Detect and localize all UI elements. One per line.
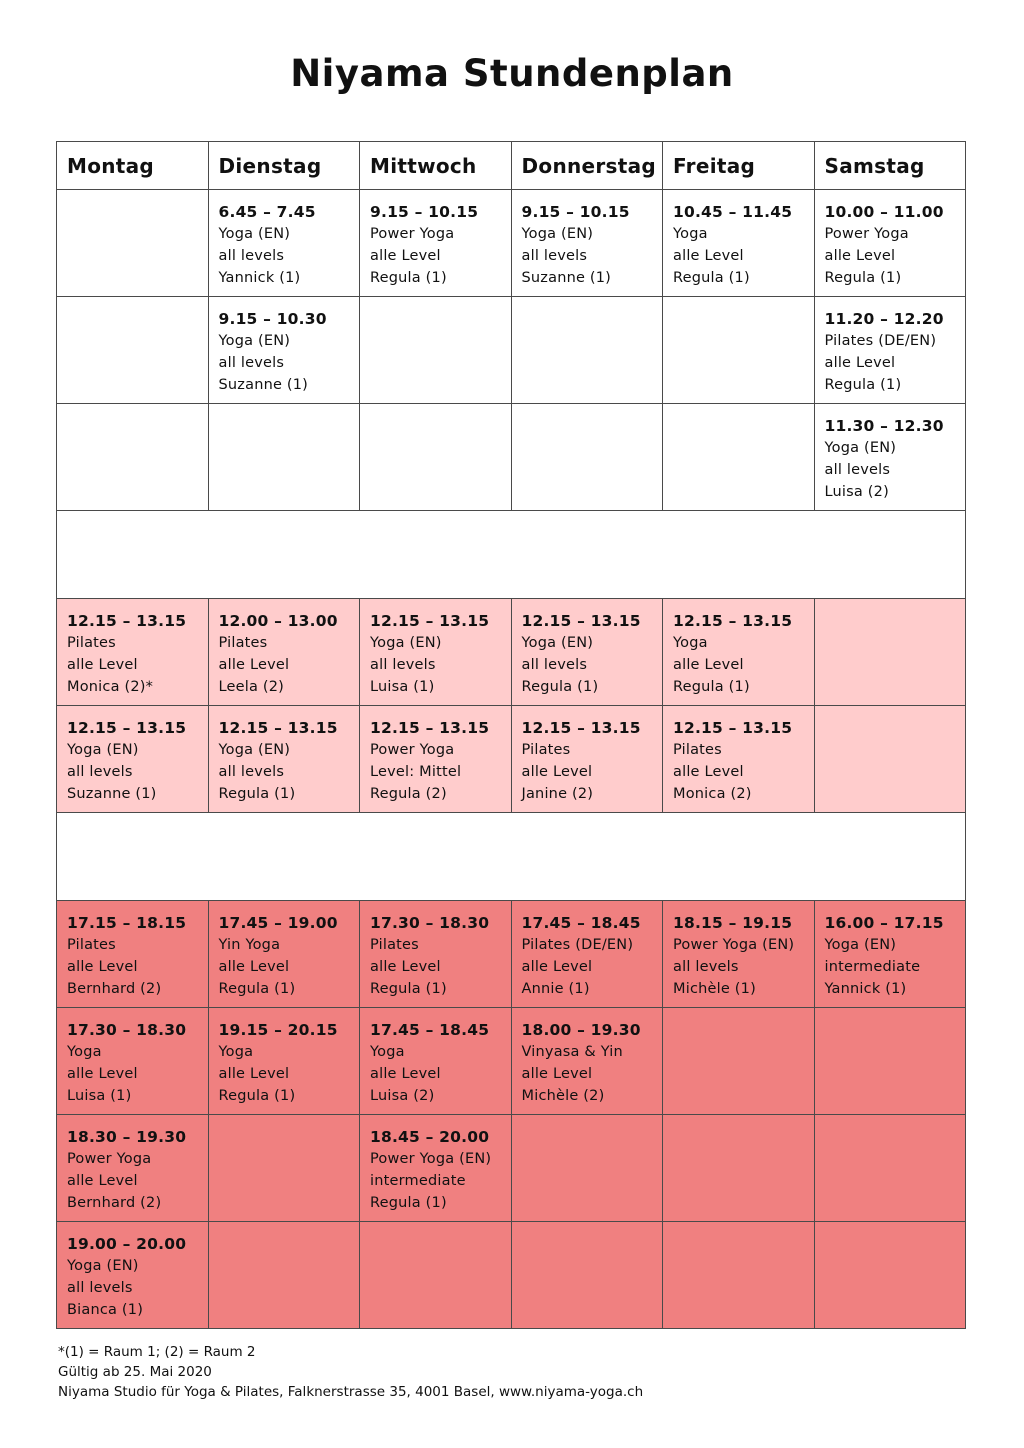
class-cell xyxy=(208,190,360,297)
footer xyxy=(58,1342,643,1402)
day-header-montag: Montag xyxy=(57,142,209,190)
empty-cell xyxy=(360,404,512,511)
class-time: 10.00 – 11.00 xyxy=(824,203,944,221)
class-name: Pilates (DE/EN) xyxy=(824,333,937,349)
class-time: 12.00 – 13.00 xyxy=(218,612,338,630)
empty-cell xyxy=(360,1222,512,1329)
empty-cell xyxy=(511,404,663,511)
class-name: Pilates (DE/EN) xyxy=(521,937,634,953)
day-header-mittwoch: Mittwoch xyxy=(360,142,512,190)
class-cell xyxy=(57,901,209,1008)
class-teacher: Luisa (2) xyxy=(370,1088,435,1104)
class-level: intermediate xyxy=(824,959,921,975)
class-level: alle Level xyxy=(67,1066,138,1082)
class-teacher: Luisa (1) xyxy=(67,1088,132,1104)
class-level: alle Level xyxy=(521,959,593,975)
class-cell xyxy=(814,190,966,297)
class-time: 17.45 – 18.45 xyxy=(370,1021,490,1039)
empty-cell xyxy=(511,297,663,404)
class-teacher: Regula (1) xyxy=(824,377,902,393)
class-level: all levels xyxy=(67,764,133,780)
class-time: 17.30 – 18.30 xyxy=(370,914,490,932)
class-time: 19.15 – 20.15 xyxy=(218,1021,338,1039)
class-time: 6.45 – 7.45 xyxy=(218,203,316,221)
class-time: 9.15 – 10.15 xyxy=(370,203,479,221)
class-level: alle Level xyxy=(521,1066,593,1082)
class-teacher: Regula (1) xyxy=(824,270,902,286)
class-level: alle Level xyxy=(824,248,896,264)
class-time: 16.00 – 17.15 xyxy=(824,914,944,932)
class-name: Pilates xyxy=(218,635,268,651)
class-cell xyxy=(360,1008,512,1115)
empty-cell xyxy=(814,706,966,813)
day-header-samstag: Samstag xyxy=(814,142,966,190)
class-name: Pilates xyxy=(370,937,419,953)
class-level: alle Level xyxy=(370,959,441,975)
class-cell xyxy=(814,901,966,1008)
class-cell xyxy=(208,599,360,706)
class-name: Yoga xyxy=(218,1044,254,1060)
class-level: all levels xyxy=(67,1280,133,1296)
class-time: 12.15 – 13.15 xyxy=(67,612,187,630)
time-slot-row xyxy=(57,297,966,404)
class-level: all levels xyxy=(218,355,285,371)
class-cell xyxy=(360,706,512,813)
class-teacher: Regula (1) xyxy=(370,270,447,286)
class-teacher: Bernhard (2) xyxy=(67,1195,162,1211)
class-teacher: Michèle (1) xyxy=(673,981,756,997)
class-name: Yoga (EN) xyxy=(824,440,897,456)
class-level: all levels xyxy=(218,764,285,780)
class-cell xyxy=(57,599,209,706)
class-teacher: Yannick (1) xyxy=(824,981,907,997)
class-teacher: Annie (1) xyxy=(521,981,590,997)
class-name: Yoga xyxy=(370,1044,405,1060)
class-time: 11.30 – 12.30 xyxy=(824,417,944,435)
empty-cell xyxy=(360,297,512,404)
class-cell xyxy=(511,1008,663,1115)
class-level: alle Level xyxy=(370,1066,441,1082)
class-name: Power Yoga xyxy=(824,226,909,242)
empty-cell xyxy=(663,1115,815,1222)
class-level: alle Level xyxy=(218,1066,290,1082)
time-slot-row xyxy=(57,1008,966,1115)
room-legend: *(1) = Raum 1; (2) = Raum 2 xyxy=(58,1344,256,1360)
class-teacher: Yannick (1) xyxy=(218,270,301,286)
class-time: 17.30 – 18.30 xyxy=(67,1021,187,1039)
class-time: 12.15 – 13.15 xyxy=(673,719,793,737)
class-name: Yoga (EN) xyxy=(218,333,291,349)
empty-cell xyxy=(57,404,209,511)
day-header-dienstag: Dienstag xyxy=(208,142,360,190)
empty-cell xyxy=(814,1008,966,1115)
class-cell xyxy=(663,706,815,813)
class-teacher: Luisa (1) xyxy=(370,679,435,695)
class-name: Yin Yoga xyxy=(218,937,281,953)
class-name: Power Yoga xyxy=(67,1151,152,1167)
empty-cell xyxy=(663,404,815,511)
class-name: Yoga xyxy=(67,1044,102,1060)
class-cell xyxy=(814,297,966,404)
schedule-header xyxy=(57,142,966,190)
class-teacher: Leela (2) xyxy=(218,679,285,695)
class-level: alle Level xyxy=(370,248,441,264)
class-teacher: Luisa (2) xyxy=(824,484,889,500)
class-time: 17.45 – 18.45 xyxy=(521,914,641,932)
class-teacher: Suzanne (1) xyxy=(521,270,612,286)
class-level: alle Level xyxy=(673,764,744,780)
time-slot-row xyxy=(57,190,966,297)
class-cell xyxy=(511,190,663,297)
day-header-donnerstag: Donnerstag xyxy=(511,142,663,190)
class-time: 17.45 – 19.00 xyxy=(218,914,338,932)
class-cell xyxy=(360,190,512,297)
class-level: alle Level xyxy=(67,959,138,975)
class-level: all levels xyxy=(218,248,285,264)
class-level: all levels xyxy=(521,657,588,673)
class-time: 18.15 – 19.15 xyxy=(673,914,793,932)
empty-cell xyxy=(208,1222,360,1329)
class-level: all levels xyxy=(521,248,588,264)
class-name: Yoga (EN) xyxy=(521,226,594,242)
class-name: Yoga xyxy=(673,635,708,651)
studio-address: Niyama Studio für Yoga & Pilates, Falknerstrasse 35, 4001 Basel, www.niyama-yoga.ch xyxy=(58,1384,644,1400)
class-level: alle Level xyxy=(673,248,744,264)
class-time: 18.00 – 19.30 xyxy=(521,1021,641,1039)
empty-cell xyxy=(663,1008,815,1115)
class-name: Yoga (EN) xyxy=(824,937,897,953)
empty-cell xyxy=(814,1222,966,1329)
class-level: all levels xyxy=(673,959,739,975)
class-time: 9.15 – 10.15 xyxy=(521,203,630,221)
class-cell xyxy=(208,297,360,404)
class-teacher: Janine (2) xyxy=(521,786,594,802)
class-time: 9.15 – 10.30 xyxy=(218,310,327,328)
class-teacher: Monica (2) xyxy=(673,786,752,802)
class-time: 17.15 – 18.15 xyxy=(67,914,187,932)
class-name: Yoga (EN) xyxy=(521,635,594,651)
class-name: Power Yoga (EN) xyxy=(673,937,795,953)
empty-cell xyxy=(208,1115,360,1222)
time-slot-row xyxy=(57,404,966,511)
class-name: Yoga xyxy=(673,226,708,242)
class-name: Yoga (EN) xyxy=(370,635,442,651)
class-name: Power Yoga xyxy=(370,226,455,242)
class-teacher: Bianca (1) xyxy=(67,1302,144,1318)
page-title: Niyama Stundenplan xyxy=(290,52,734,95)
class-teacher: Monica (2)* xyxy=(67,679,154,695)
class-time: 18.45 – 20.00 xyxy=(370,1128,490,1146)
class-name: Power Yoga (EN) xyxy=(370,1151,492,1167)
valid-from-note: Gültig ab 25. Mai 2020 xyxy=(58,1364,212,1380)
day-header-freitag: Freitag xyxy=(663,142,815,190)
class-teacher: Regula (1) xyxy=(673,679,750,695)
class-time: 12.15 – 13.15 xyxy=(673,612,793,630)
class-cell xyxy=(511,599,663,706)
empty-cell xyxy=(663,1222,815,1329)
class-name: Yoga (EN) xyxy=(67,1258,139,1274)
class-teacher: Regula (2) xyxy=(370,786,447,802)
class-level: alle Level xyxy=(67,1173,138,1189)
class-time: 12.15 – 13.15 xyxy=(370,612,490,630)
class-time: 12.15 – 13.15 xyxy=(67,719,187,737)
class-time: 12.15 – 13.15 xyxy=(218,719,338,737)
schedule-table xyxy=(56,141,966,1329)
class-name: Pilates xyxy=(521,742,571,758)
class-name: Pilates xyxy=(673,742,722,758)
class-name: Power Yoga xyxy=(370,742,455,758)
schedule-body xyxy=(57,190,966,1329)
class-cell xyxy=(814,404,966,511)
class-teacher: Regula (1) xyxy=(673,270,750,286)
class-cell xyxy=(208,706,360,813)
class-teacher: Regula (1) xyxy=(370,981,447,997)
class-time: 12.15 – 13.15 xyxy=(370,719,490,737)
class-level: alle Level xyxy=(521,764,593,780)
spacer-cell xyxy=(57,813,966,901)
class-cell xyxy=(511,901,663,1008)
empty-cell xyxy=(511,1222,663,1329)
time-slot-row xyxy=(57,1115,966,1222)
class-time: 11.20 – 12.20 xyxy=(824,310,944,328)
class-level: alle Level xyxy=(218,959,290,975)
empty-cell xyxy=(511,1115,663,1222)
spacer-row xyxy=(57,511,966,599)
class-cell xyxy=(57,1222,209,1329)
class-level: alle Level xyxy=(67,657,138,673)
class-teacher: Suzanne (1) xyxy=(218,377,309,393)
class-time: 12.15 – 13.15 xyxy=(521,612,641,630)
class-teacher: Regula (1) xyxy=(218,1088,296,1104)
class-teacher: Regula (1) xyxy=(218,786,296,802)
time-slot-row xyxy=(57,901,966,1008)
class-cell xyxy=(663,599,815,706)
class-cell xyxy=(360,1115,512,1222)
class-level: all levels xyxy=(370,657,436,673)
class-cell xyxy=(663,901,815,1008)
class-teacher: Regula (1) xyxy=(370,1195,447,1211)
class-level: Level: Mittel xyxy=(370,764,462,780)
spacer-row xyxy=(57,813,966,901)
class-time: 10.45 – 11.45 xyxy=(673,203,793,221)
class-teacher: Suzanne (1) xyxy=(67,786,157,802)
time-slot-row xyxy=(57,706,966,813)
empty-cell xyxy=(814,1115,966,1222)
class-time: 18.30 – 19.30 xyxy=(67,1128,187,1146)
class-teacher: Bernhard (2) xyxy=(67,981,162,997)
class-name: Pilates xyxy=(67,937,116,953)
class-cell xyxy=(57,1008,209,1115)
class-cell xyxy=(663,190,815,297)
class-teacher: Regula (1) xyxy=(521,679,599,695)
empty-cell xyxy=(814,599,966,706)
class-name: Pilates xyxy=(67,635,116,651)
class-time: 12.15 – 13.15 xyxy=(521,719,641,737)
class-cell xyxy=(208,901,360,1008)
class-level: intermediate xyxy=(370,1173,466,1189)
class-time: 19.00 – 20.00 xyxy=(67,1235,187,1253)
class-cell xyxy=(57,1115,209,1222)
class-level: alle Level xyxy=(824,355,896,371)
class-cell xyxy=(511,706,663,813)
empty-cell xyxy=(663,297,815,404)
empty-cell xyxy=(208,404,360,511)
class-name: Yoga (EN) xyxy=(67,742,139,758)
time-slot-row xyxy=(57,599,966,706)
spacer-cell xyxy=(57,511,966,599)
empty-cell xyxy=(57,297,209,404)
class-name: Yoga (EN) xyxy=(218,742,291,758)
class-cell xyxy=(360,901,512,1008)
class-name: Yoga (EN) xyxy=(218,226,291,242)
class-name: Vinyasa & Yin xyxy=(521,1044,623,1060)
class-level: alle Level xyxy=(673,657,744,673)
class-level: all levels xyxy=(824,462,891,478)
time-slot-row xyxy=(57,1222,966,1329)
class-cell xyxy=(360,599,512,706)
class-level: alle Level xyxy=(218,657,290,673)
class-cell xyxy=(208,1008,360,1115)
day-header-row xyxy=(57,142,966,190)
class-teacher: Regula (1) xyxy=(218,981,296,997)
empty-cell xyxy=(57,190,209,297)
class-teacher: Michèle (2) xyxy=(521,1088,605,1104)
class-cell xyxy=(57,706,209,813)
